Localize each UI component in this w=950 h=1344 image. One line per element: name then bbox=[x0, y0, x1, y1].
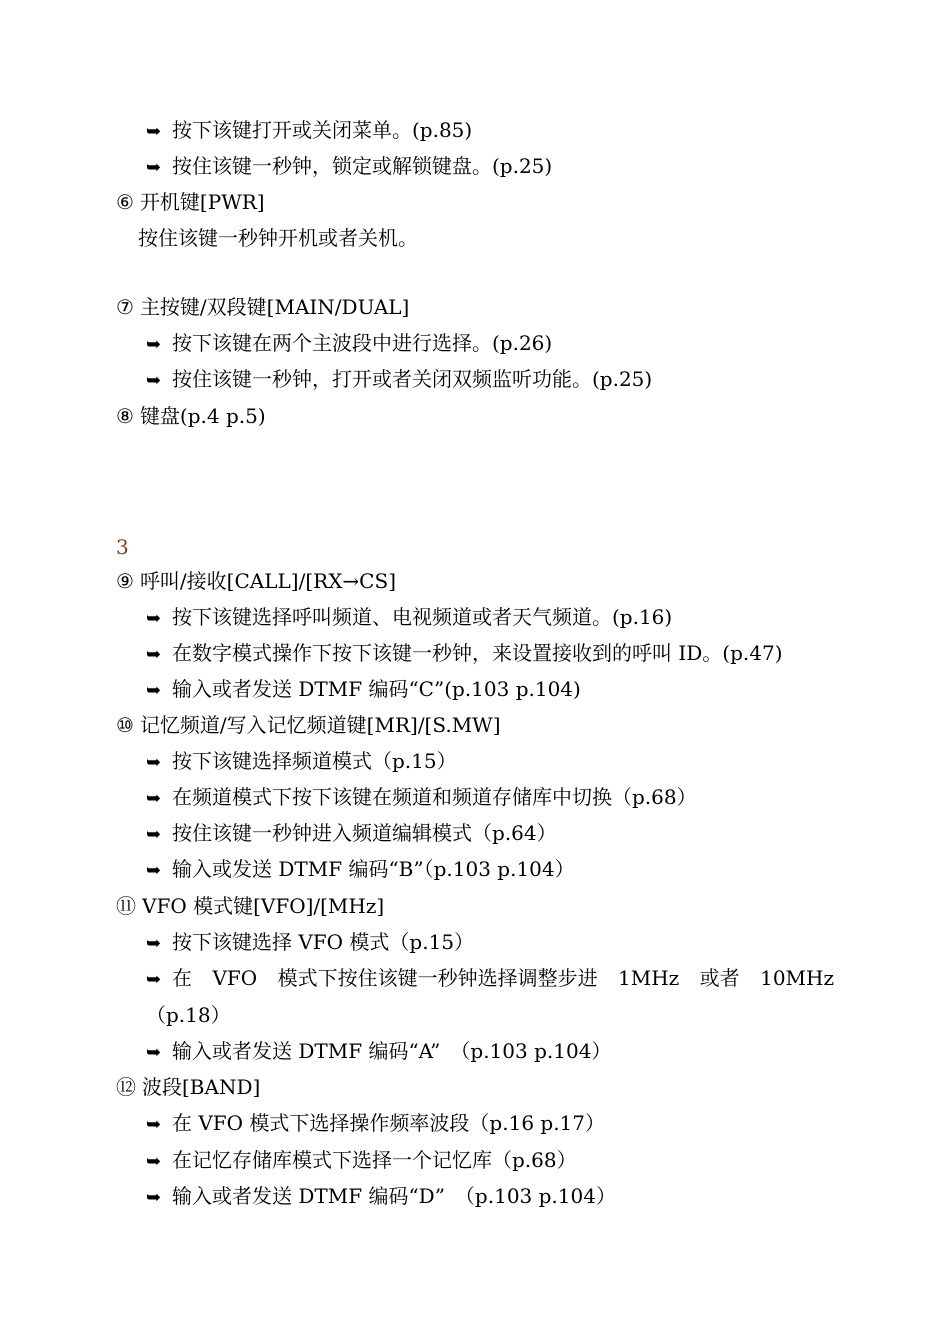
list-item-text: 按下该键在两个主波段中进行选择。(p.26) bbox=[172, 331, 553, 355]
section-heading bbox=[116, 569, 396, 593]
list-item-word: 在 bbox=[172, 966, 192, 990]
circled-number-marker: ⑫ bbox=[116, 1075, 136, 1099]
circled-number-marker: ⑨ bbox=[116, 569, 134, 593]
arrow-bullet-icon: ➥ bbox=[146, 1042, 162, 1063]
circled-number-marker: ⑪ bbox=[116, 894, 136, 918]
section-heading bbox=[116, 894, 384, 918]
arrow-bullet-icon: ➥ bbox=[146, 121, 162, 142]
list-item bbox=[146, 118, 472, 144]
list-item-text: 按下该键打开或关闭菜单。(p.85) bbox=[172, 118, 473, 142]
list-item-word: 10MHz bbox=[760, 966, 834, 990]
list-item bbox=[146, 1148, 577, 1174]
section-heading bbox=[116, 1075, 260, 1099]
list-item-text: 按住该键一秒钟，锁定或解锁键盘。(p.25) bbox=[172, 154, 553, 178]
list-item-text: 按住该键一秒钟进入频道编辑模式（p.64） bbox=[172, 821, 557, 845]
arrow-bullet-icon: ➥ bbox=[146, 1151, 162, 1172]
list-item bbox=[146, 1039, 611, 1065]
circled-number-marker: ⑦ bbox=[116, 295, 134, 319]
arrow-bullet-icon: ➥ bbox=[146, 860, 162, 881]
section-heading-text: VFO 模式键[VFO]/[MHz] bbox=[142, 894, 385, 918]
list-item-text: 在数字模式操作下按下该键一秒钟，来设置接收到的呼叫 ID。(p.47) bbox=[172, 641, 783, 665]
arrow-bullet-icon: ➥ bbox=[146, 370, 162, 391]
list-item-text: 在 VFO 模式下选择操作频率波段（p.16 p.17） bbox=[172, 1111, 606, 1135]
list-item-text: 在记忆存储库模式下选择一个记忆库（p.68） bbox=[172, 1148, 577, 1172]
list-item-text: 输入或发送 DTMF 编码“B”（p.103 p.104） bbox=[172, 857, 575, 881]
arrow-bullet-icon: ➥ bbox=[146, 788, 162, 809]
section-heading-text: 主按键/双段键[MAIN/DUAL] bbox=[139, 295, 410, 319]
list-item bbox=[146, 367, 652, 393]
arrow-bullet-icon: ➥ bbox=[146, 933, 162, 954]
section-heading-text: 键盘(p.4 p.5) bbox=[139, 404, 266, 428]
list-item-text: 按下该键选择 VFO 模式（p.15） bbox=[172, 930, 475, 954]
arrow-bullet-icon: ➥ bbox=[146, 680, 162, 701]
list-item-text: 按下该键选择呼叫频道、电视频道或者天气频道。(p.16) bbox=[172, 605, 673, 629]
list-item bbox=[146, 677, 581, 703]
list-item-word: VFO bbox=[212, 966, 258, 990]
circled-number-marker: ⑥ bbox=[116, 190, 134, 214]
list-item bbox=[146, 641, 783, 667]
list-item bbox=[146, 749, 457, 775]
list-item-text: 输入或者发送 DTMF 编码“A” （p.103 p.104） bbox=[172, 1039, 612, 1063]
list-item bbox=[146, 857, 575, 883]
list-item-text: 按下该键选择频道模式（p.15） bbox=[172, 749, 457, 773]
arrow-bullet-icon: ➥ bbox=[146, 608, 162, 629]
arrow-bullet-icon: ➥ bbox=[146, 969, 162, 990]
list-item bbox=[146, 605, 672, 631]
list-item-word: 或者 bbox=[699, 966, 740, 990]
section-heading bbox=[116, 190, 265, 214]
section-heading-text: 波段[BAND] bbox=[142, 1075, 261, 1099]
page-number: 3 bbox=[116, 535, 129, 559]
section-heading bbox=[116, 404, 266, 428]
circled-number-marker: ⑩ bbox=[116, 713, 134, 737]
section-heading-text: 呼叫/接收[CALL]/[RX→CS] bbox=[139, 569, 396, 593]
list-item-text: 输入或者发送 DTMF 编码“C”(p.103 p.104) bbox=[172, 677, 581, 701]
arrow-bullet-icon: ➥ bbox=[146, 334, 162, 355]
list-item-text: 输入或者发送 DTMF 编码“D” （p.103 p.104） bbox=[172, 1184, 616, 1208]
section-heading bbox=[116, 713, 501, 737]
list-item-word: 1MHz bbox=[618, 966, 680, 990]
list-item bbox=[146, 1111, 605, 1137]
arrow-bullet-icon: ➥ bbox=[146, 824, 162, 845]
arrow-bullet-icon: ➥ bbox=[146, 752, 162, 773]
list-item-continuation: （p.18） bbox=[146, 1003, 231, 1027]
section-heading bbox=[116, 295, 409, 319]
description-text: 按住该键一秒钟开机或者关机。 bbox=[138, 226, 418, 250]
arrow-bullet-icon: ➥ bbox=[146, 157, 162, 178]
list-item bbox=[146, 785, 697, 811]
circled-number-marker: ⑧ bbox=[116, 404, 134, 428]
list-item bbox=[146, 930, 474, 956]
list-item bbox=[146, 821, 557, 847]
list-item bbox=[146, 331, 552, 357]
arrow-bullet-icon: ➥ bbox=[146, 1114, 162, 1135]
list-item-text: 按住该键一秒钟，打开或者关闭双频监听功能。(p.25) bbox=[172, 367, 653, 391]
list-item-text: 在频道模式下按下该键在频道和频道存储库中切换（p.68） bbox=[172, 785, 697, 809]
arrow-bullet-icon: ➥ bbox=[146, 1187, 162, 1208]
list-item-word: 模式下按住该键一秒钟选择调整步进 bbox=[277, 966, 598, 990]
section-heading-text: 开机键[PWR] bbox=[139, 190, 265, 214]
section-heading-text: 记忆频道/写入记忆频道键[MR]/[S.MW] bbox=[139, 713, 501, 737]
list-item bbox=[146, 1184, 616, 1210]
list-item bbox=[146, 966, 834, 992]
arrow-bullet-icon: ➥ bbox=[146, 644, 162, 665]
list-item bbox=[146, 154, 552, 180]
